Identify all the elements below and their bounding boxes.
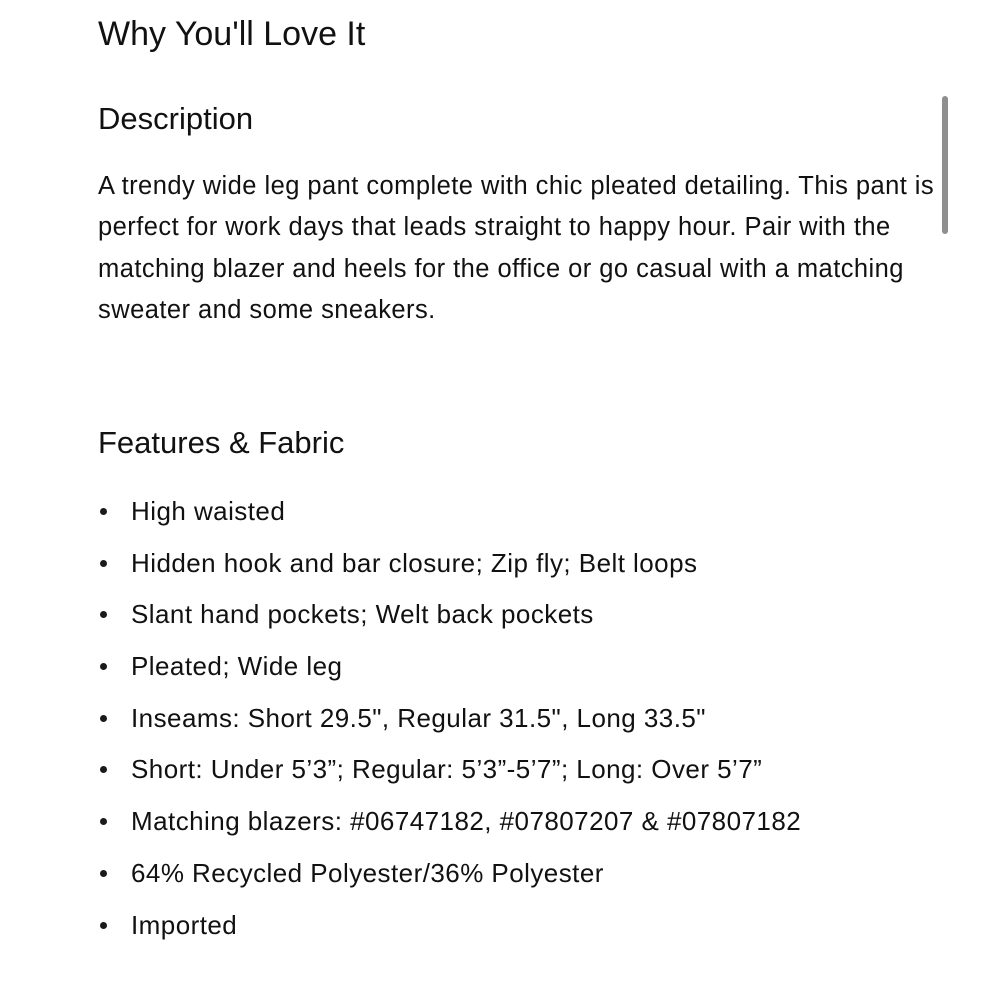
feature-item <box>98 539 801 591</box>
feature-item <box>98 901 801 953</box>
bullet-icon <box>100 818 107 825</box>
features-list <box>98 487 801 952</box>
bullet-icon <box>100 611 107 618</box>
feature-text: Pleated; Wide leg <box>131 651 343 682</box>
feature-text: Hidden hook and bar closure; Zip fly; Belt loops <box>131 547 698 578</box>
bullet-icon <box>100 766 107 773</box>
feature-item <box>98 642 801 694</box>
feature-text: Inseams: Short 29.5", Regular 31.5", Long 33.5" <box>131 702 706 733</box>
bullet-icon <box>100 870 107 877</box>
feature-text: Matching blazers: #06747182, #07807207 & #07807182 <box>131 806 802 837</box>
feature-item <box>98 694 801 746</box>
page-title: Why You'll Love It <box>98 15 366 53</box>
bullet-icon <box>100 922 107 929</box>
feature-item <box>98 745 801 797</box>
feature-text: Short: Under 5’3”; Regular: 5’3”-5’7”; Long: Over 5’7” <box>131 754 763 785</box>
bullet-icon <box>100 508 107 515</box>
feature-item <box>98 797 801 849</box>
scrollbar-thumb[interactable] <box>942 96 948 234</box>
description-heading: Description <box>98 101 254 136</box>
feature-text: High waisted <box>131 496 286 526</box>
feature-item <box>98 849 801 901</box>
bullet-icon <box>100 715 107 722</box>
description-text: A trendy wide leg pant complete with chic pleated detailing. This pant is perfect for work days that leads straight to happy hour. Pair with the matching blazer and heels for the office or go casual with a matching sweater and some sneakers. <box>98 172 935 324</box>
feature-text: Slant hand pockets; Welt back pockets <box>131 599 594 630</box>
features-heading: Features & Fabric <box>98 425 345 460</box>
bullet-icon <box>100 560 107 567</box>
feature-text: Imported <box>131 909 238 940</box>
bullet-icon <box>100 663 107 670</box>
feature-item <box>98 590 801 642</box>
feature-item <box>98 487 801 539</box>
feature-text: 64% Recycled Polyester/36% Polyester <box>131 857 604 888</box>
